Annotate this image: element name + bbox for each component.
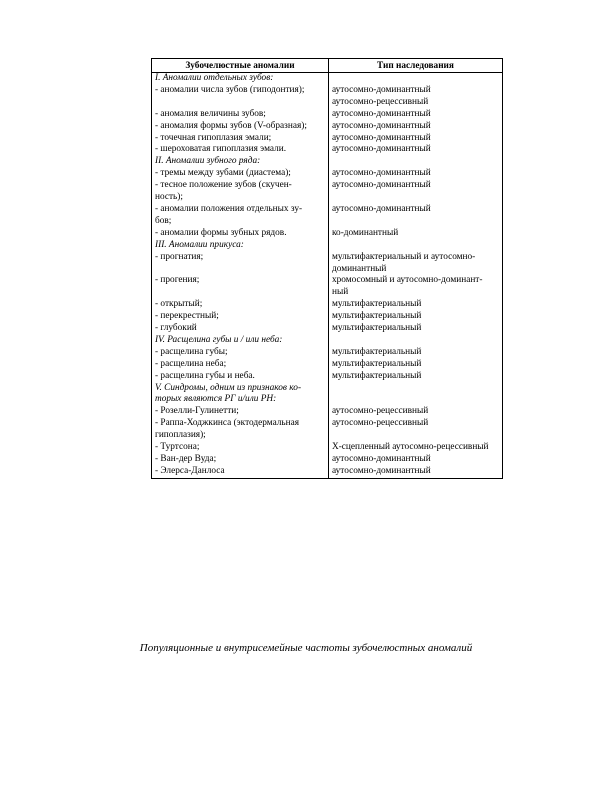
- anomaly-cell: - расщелина губы и неба.: [152, 371, 329, 383]
- table-row: [152, 204, 503, 216]
- inheritance-cell: ко-доминантный: [329, 228, 503, 240]
- table-row: [152, 418, 503, 430]
- inheritance-cell: [329, 216, 503, 228]
- inheritance-cell: аутосомно-доминантный: [329, 85, 503, 97]
- table-row: [152, 371, 503, 383]
- table-row: [152, 347, 503, 359]
- table-row: [152, 466, 503, 478]
- inheritance-cell: доминантный: [329, 264, 503, 276]
- anomaly-cell: - Туртсона;: [152, 442, 329, 454]
- inheritance-cell: [329, 430, 503, 442]
- anomaly-cell: [152, 97, 329, 109]
- anomaly-cell: - тремы между зубами (диастема);: [152, 168, 329, 180]
- inheritance-cell: аутосомно-доминантный: [329, 180, 503, 192]
- table-row: [152, 430, 503, 442]
- table-row: [152, 109, 503, 121]
- inheritance-cell: аутосомно-доминантный: [329, 204, 503, 216]
- inheritance-cell: аутосомно-доминантный: [329, 168, 503, 180]
- anomaly-cell: - точечная гипоплазия эмали;: [152, 133, 329, 145]
- inheritance-cell: [329, 192, 503, 204]
- anomaly-cell: - Ван-дер Вуда;: [152, 454, 329, 466]
- table-row: [152, 287, 503, 299]
- table-body: [152, 73, 503, 479]
- inheritance-cell: аутосомно-рецессивный: [329, 97, 503, 109]
- inheritance-cell: аутосомно-доминантный: [329, 121, 503, 133]
- inheritance-cell: мультифактериальный и аутосомно-: [329, 252, 503, 264]
- anomaly-cell: - аномалия формы зубов (V-образная);: [152, 121, 329, 133]
- inheritance-cell: мультифактериальный: [329, 311, 503, 323]
- inheritance-cell: [329, 335, 503, 347]
- section-caption: Популяционные и внутрисемейные частоты зубочелюстных аномалий: [139, 642, 473, 654]
- table-row: [152, 168, 503, 180]
- inheritance-cell: аутосомно-доминантный: [329, 454, 503, 466]
- table-row: [152, 454, 503, 466]
- anomaly-cell: - шероховатая гипоплазия эмали.: [152, 144, 329, 156]
- inheritance-cell: аутосомно-рецессивный: [329, 406, 503, 418]
- inheritance-cell: аутосомно-доминантный: [329, 144, 503, 156]
- table-row: [152, 156, 503, 168]
- anomaly-cell: - расщелина губы;: [152, 347, 329, 359]
- anomaly-cell: - глубокий: [152, 323, 329, 335]
- anomaly-cell: [152, 264, 329, 276]
- table-row: [152, 383, 503, 395]
- table-row: [152, 73, 503, 85]
- table-row: [152, 180, 503, 192]
- inheritance-cell: аутосомно-доминантный: [329, 466, 503, 478]
- inheritance-cell: аутосомно-доминантный: [329, 133, 503, 145]
- table-row: [152, 133, 503, 145]
- anomaly-cell: - аномалия величины зубов;: [152, 109, 329, 121]
- table-row: [152, 394, 503, 406]
- table-row: [152, 275, 503, 287]
- anomaly-cell: - расщелина неба;: [152, 359, 329, 371]
- inheritance-cell: [329, 240, 503, 252]
- table-row: [152, 97, 503, 109]
- table-row: [152, 311, 503, 323]
- anomaly-cell: - аномалии положения отдельных зу-: [152, 204, 329, 216]
- anomaly-cell: - открытый;: [152, 299, 329, 311]
- table-row: [152, 299, 503, 311]
- anomaly-cell: - тесное положение зубов (скучен-: [152, 180, 329, 192]
- inheritance-cell: хромосомный и аутосомно-доминант-: [329, 275, 503, 287]
- anomaly-cell: - Элерса-Данлоса: [152, 466, 329, 478]
- inheritance-table: [151, 58, 503, 479]
- inheritance-cell: аутосомно-доминантный: [329, 109, 503, 121]
- anomaly-cell: - прогнатия;: [152, 252, 329, 264]
- table-header-row: [152, 59, 503, 73]
- inheritance-cell: мультифактериальный: [329, 299, 503, 311]
- table-row: [152, 228, 503, 240]
- anomaly-cell: - аномалии формы зубных рядов.: [152, 228, 329, 240]
- inheritance-cell: мультифактериальный: [329, 347, 503, 359]
- inheritance-cell: мультифактериальный: [329, 359, 503, 371]
- section-heading: V. Синдромы, одним из признаков ко-: [152, 383, 329, 395]
- section-heading: I. Аномалии отдельных зубов:: [152, 73, 329, 85]
- section-heading: торых являются РГ и/или РН:: [152, 394, 329, 406]
- anomaly-cell: - аномалии числа зубов (гиподонтия);: [152, 85, 329, 97]
- inheritance-cell: [329, 156, 503, 168]
- inheritance-cell: мультифактериальный: [329, 371, 503, 383]
- anomaly-cell: [152, 287, 329, 299]
- table-row: [152, 192, 503, 204]
- anomaly-cell: - прогения;: [152, 275, 329, 287]
- anomaly-cell: гипоплазия);: [152, 430, 329, 442]
- table-row: [152, 240, 503, 252]
- anomaly-cell: - Розелли-Гулинетти;: [152, 406, 329, 418]
- inheritance-cell: мультифактериальный: [329, 323, 503, 335]
- table-row: [152, 323, 503, 335]
- section-heading: III. Аномалии прикуса:: [152, 240, 329, 252]
- header-inheritance-type: Тип наследования: [329, 59, 503, 73]
- anomaly-cell: бов;: [152, 216, 329, 228]
- table-row: [152, 216, 503, 228]
- inheritance-cell: [329, 383, 503, 395]
- inheritance-cell: ный: [329, 287, 503, 299]
- anomaly-cell: - перекрестный;: [152, 311, 329, 323]
- table-row: [152, 252, 503, 264]
- inheritance-cell: [329, 73, 503, 85]
- table-row: [152, 144, 503, 156]
- header-anomalies: Зубочелюстные аномалии: [152, 59, 329, 73]
- section-heading: II. Аномалии зубного ряда:: [152, 156, 329, 168]
- table-row: [152, 406, 503, 418]
- table-row: [152, 85, 503, 97]
- inheritance-cell: Х-сцепленный аутосомно-рецессивный: [329, 442, 503, 454]
- table-row: [152, 442, 503, 454]
- table-row: [152, 121, 503, 133]
- inheritance-cell: аутосомно-рецессивный: [329, 418, 503, 430]
- table-row: [152, 359, 503, 371]
- inheritance-cell: [329, 394, 503, 406]
- anomaly-cell: ность);: [152, 192, 329, 204]
- anomaly-cell: - Раппа-Ходжкинса (эктодермальная: [152, 418, 329, 430]
- table-row: [152, 264, 503, 276]
- section-heading: IV. Расщелина губы и / или неба:: [152, 335, 329, 347]
- table-row: [152, 335, 503, 347]
